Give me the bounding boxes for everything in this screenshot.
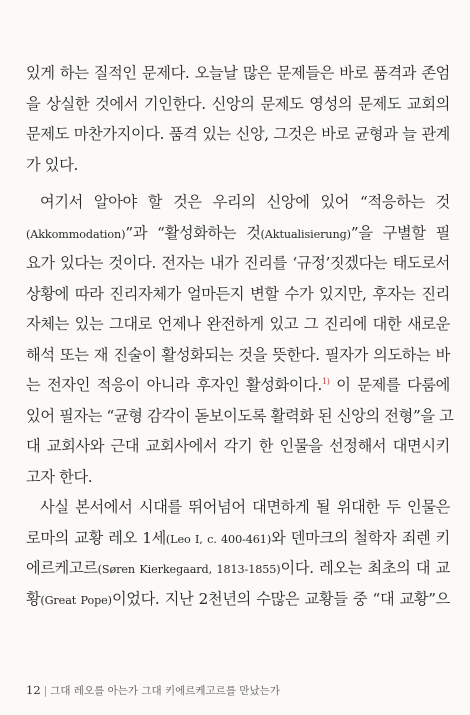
foreign-term: (Leo I, c. 400-461) [165, 532, 272, 546]
text-line: 있게 하는 질적인 문제다. 오늘날 많은 문제들은 바로 품격과 존엄 [26, 64, 450, 82]
text-line: (Akkommodation)”과 “활성화하는 것(Aktualisierung)”을 구별할 필 [26, 223, 450, 242]
text-line: 사실 본서에서 시대를 뛰어넘어 대면하게 될 위대한 두 인물은 [40, 498, 450, 516]
page-footer [26, 683, 280, 698]
text-line: 해석 또는 재 진술이 활성화되는 것을 뜻한다. 필자가 의도하는 바 [26, 345, 450, 364]
text-line: 여기서 알아야 할 것은 우리의 신앙에 있어 “적응하는 것 [40, 193, 450, 211]
text-line: 가 있다. [26, 155, 78, 174]
text-line: 는 전자인 적응이 아니라 후자인 활성화이다.$^{1)}$ 이 문제를 다룸에 [26, 376, 450, 394]
text-line: 문제도 마찬가지이다. 품격 있는 신앙, 그것은 바로 균형과 늘 관계 [26, 125, 450, 143]
text-line: 있어 필자는 “균형 감각이 돋보이도록 활력화 된 신앙의 전형”을 고 [26, 406, 454, 425]
paragraph-1 [26, 58, 450, 180]
footnote-marker[interactable]: 1) [321, 376, 330, 386]
text-line: 대 교회사와 근대 교회사에서 각기 한 인물을 선정해서 대면시키 [26, 437, 450, 455]
paragraph-3 [26, 492, 450, 614]
text-line: 자체는 있는 그대로 언제나 완전하게 있고 그 진리에 대한 새로운 [26, 315, 450, 333]
footer-divider: | [43, 685, 48, 697]
foreign-term: (Akkommodation) [26, 227, 126, 241]
text-line: 을 상실한 것에서 기인한다. 신앙의 문제도 영성의 문제도 교회의 [26, 94, 450, 113]
foreign-term: (Great Pope) [40, 593, 112, 607]
page-number: 12 [26, 683, 41, 697]
foreign-term: (Aktualisierung) [260, 227, 351, 241]
text-line: 에르케고르(Søren Kierkegaard, 1813-1855)이다. 레오는 최초의 대 교 [26, 559, 450, 577]
text-line: 황(Great Pope)이었다. 지난 2천년의 수많은 교황들 중 “대 교황”으 [26, 589, 450, 608]
running-title: 그대 레오를 아는가 그대 키에르케고르를 만났는가 [50, 685, 280, 697]
text-line: 고자 한다. [26, 467, 93, 486]
foreign-term: (Søren Kierkegaard, 1813-1855) [97, 563, 281, 576]
text-line: 요가 있다는 것이다. 전자는 내가 진리를 ‘규정’짓겠다는 태도로서 [26, 254, 450, 272]
paragraph-2 [26, 187, 454, 492]
text-line: 상황에 따라 진리자체가 얼마든지 변할 수가 있지만, 후자는 진리 [26, 284, 450, 303]
text-line: 로마의 교황 레오 1세(Leo I, c. 400-461)와 덴마크의 철학자 죄렌 키 [26, 528, 450, 547]
